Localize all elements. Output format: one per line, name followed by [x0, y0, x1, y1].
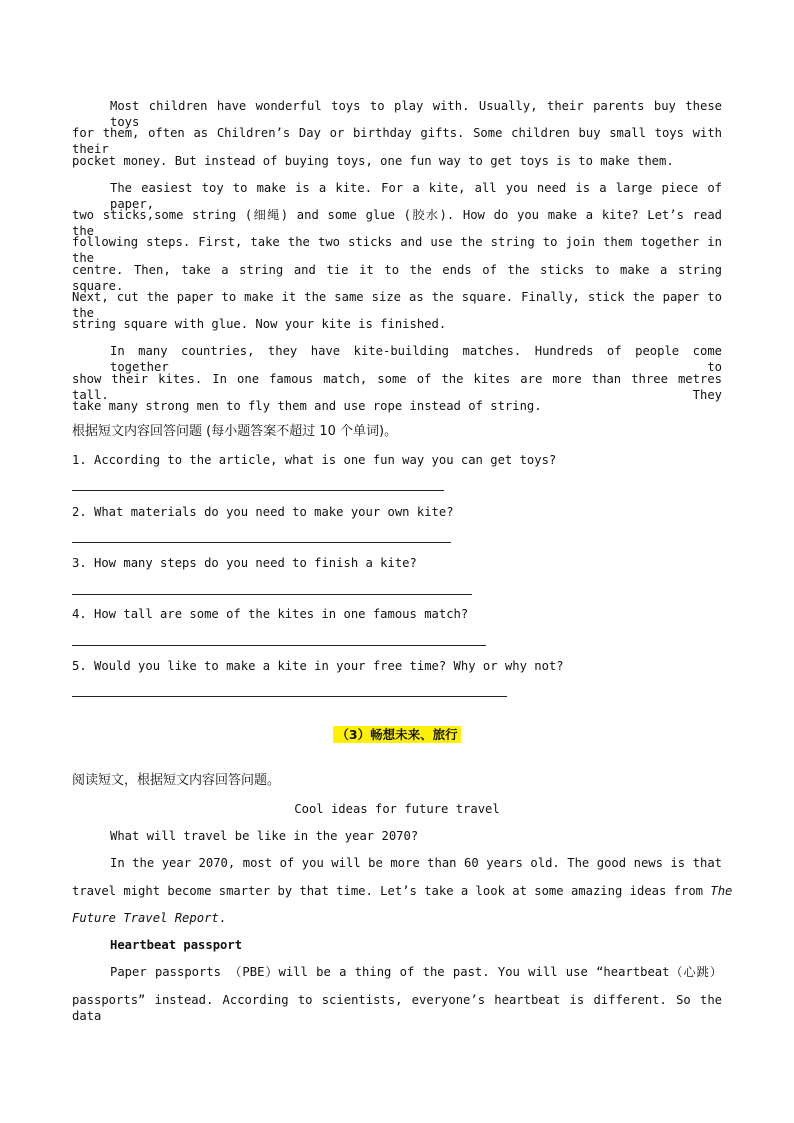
passage1-p1-line1: Most children have wonderful toys to play with. Usually, their parents buy these toys — [110, 99, 722, 129]
passage2-p2-line1: Paper passports （PBE）will be a thing of the past. You will use “heartbeat（心跳） — [110, 965, 722, 979]
passage1-p3-line3: take many strong men to fly them and use rope instead of string. — [72, 399, 542, 413]
instruction-read-passage: 阅读短文，根据短文内容回答问题。 — [72, 773, 281, 788]
section-heading: （3）畅想未来、旅行 — [333, 726, 460, 743]
question-3: 3. How many steps do you need to finish a kite? — [72, 556, 417, 570]
passage2-p1-line2: travel might become smarter by that time. Let’s take a look at some amazing ideas from — [72, 884, 704, 898]
passage2-title: Cool ideas for future travel — [294, 802, 500, 816]
passage1-p1-line2: for them, often as Children’s Day or birthday gifts. Some children buy small toys with their — [72, 126, 722, 156]
passage2-subheading: Heartbeat passport — [110, 938, 243, 952]
passage1-p3-line1: In many countries, they have kite-building matches. Hundreds of people come together to — [110, 344, 722, 374]
report-title-period: . — [218, 911, 227, 925]
passage2-p1-line2-row — [72, 883, 733, 899]
question-4: 4. How tall are some of the kites in one famous match? — [72, 607, 469, 621]
passage1-p2-line2: two sticks,some string (细绳) and some glue (胶水). How do you make a kite? Let’s read the — [72, 208, 722, 238]
passage2-p2-line2: passports” instead. According to scientists, everyone’s heartbeat is different. So the data — [72, 993, 722, 1023]
passage1-p2-line6: string square with glue. Now your kite is finished. — [72, 317, 447, 331]
passage2-p1-line1: In the year 2070, most of you will be more than 60 years old. The good news is that — [110, 856, 722, 870]
report-title-part-b: Future Travel Report — [72, 911, 219, 925]
answer-line-1[interactable] — [72, 490, 444, 491]
instruction-answer-questions: 根据短文内容回答问题 (每小题答案不超过 10 个单词)。 — [72, 424, 398, 439]
question-1: 1. According to the article, what is one fun way you can get toys? — [72, 453, 557, 467]
passage1-p1-line3: pocket money. But instead of buying toys, one fun way to get toys is to make them. — [72, 154, 674, 168]
passage1-p2-line1: The easiest toy to make is a kite. For a kite, all you need is a large piece of paper, — [110, 181, 722, 211]
question-5: 5. Would you like to make a kite in your free time? Why or why not? — [72, 659, 564, 673]
section-heading-row — [0, 726, 794, 744]
answer-line-5[interactable] — [72, 696, 507, 697]
passage1-p2-line3: following steps. First, take the two sticks and use the string to join them together in the — [72, 235, 722, 265]
passage1-p2-line5: Next, cut the paper to make it the same size as the square. Finally, stick the paper to the — [72, 290, 722, 320]
question-2: 2. What materials do you need to make your own kite? — [72, 505, 454, 519]
passage2-p1-line3-row — [72, 910, 722, 926]
answer-line-3[interactable] — [72, 594, 472, 595]
answer-line-2[interactable] — [72, 542, 451, 543]
answer-line-4[interactable] — [72, 645, 486, 646]
passage1-p3-line2: show their kites. In one famous match, some of the kites are more than three metres tall. They — [72, 372, 722, 402]
passage1-p2-line4: centre. Then, take a string and tie it to the ends of the sticks to make a string square. — [72, 263, 722, 293]
passage2-intro: What will travel be like in the year 2070? — [110, 829, 419, 843]
report-title-part-a: The — [710, 884, 733, 898]
